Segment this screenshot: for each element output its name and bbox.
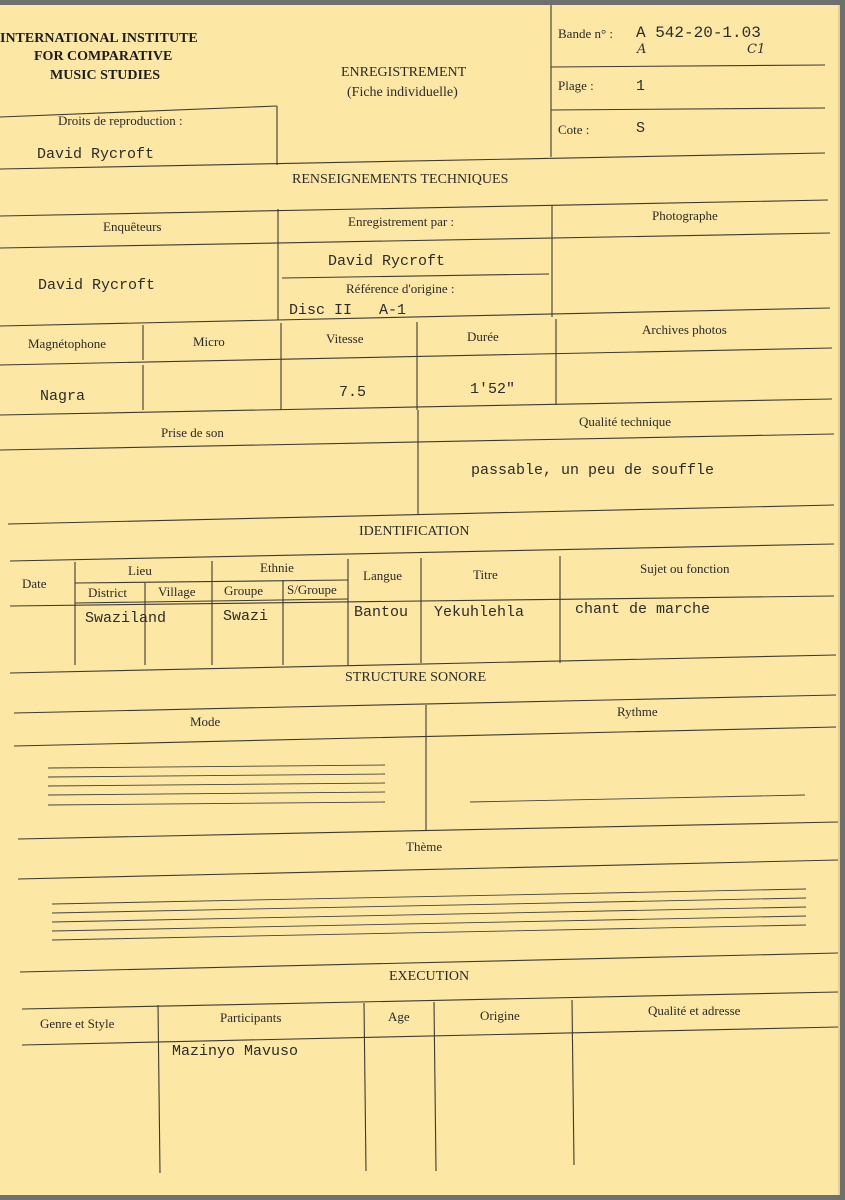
titre-value: Yekuhlehla [434, 604, 525, 621]
titre-label: Titre [473, 567, 498, 582]
form-title: ENREGISTREMENT [341, 65, 467, 80]
groupe-label: Groupe [224, 583, 263, 598]
section-title-identification: IDENTIFICATION [359, 524, 470, 539]
photographe-label: Photographe [652, 208, 718, 223]
institute-name-line-3: MUSIC STUDIES [50, 68, 161, 83]
rythme-label: Rythme [617, 704, 658, 719]
sujet-fonction-value: chant de marche [575, 601, 711, 618]
record-card [0, 5, 838, 1195]
sgroupe-label: S/Groupe [287, 582, 337, 597]
vitesse-label: Vitesse [326, 331, 364, 346]
bande-label: Bande n° : [558, 26, 614, 41]
archives-photos-label: Archives photos [642, 322, 727, 337]
enregistrement-label: Enregistrement par : [348, 214, 455, 229]
sujet-fonction-label: Sujet ou fonction [640, 561, 730, 576]
section-title-structure: STRUCTURE SONORE [345, 670, 487, 685]
duree-value: 1'52" [470, 381, 516, 398]
qualite-technique-value: passable, un peu de souffle [471, 462, 715, 479]
qualite-technique-label: Qualité technique [579, 414, 672, 429]
bande-handwritten-a: A [637, 42, 647, 57]
form-subtitle: (Fiche individuelle) [347, 85, 458, 100]
village-label: Village [158, 584, 196, 599]
prise-de-son-label: Prise de son [161, 425, 224, 440]
magnetophone-value: Nagra [40, 388, 86, 405]
bande-value: A 542-20-1.03 [636, 24, 761, 42]
origine-label: Origine [480, 1008, 520, 1023]
micro-label: Micro [193, 334, 225, 349]
section-title-execution: EXECUTION [389, 969, 470, 984]
participant-value: Mazinyo Mavuso [172, 1043, 299, 1060]
plage-label: Plage : [558, 78, 594, 93]
institute-name-line-2: FOR COMPARATIVE [34, 49, 173, 64]
mode-label: Mode [190, 714, 221, 729]
date-label: Date [22, 576, 47, 591]
droits-label: Droits de reproduction : [58, 113, 183, 128]
duree-label: Durée [467, 329, 499, 344]
reference-label: Référence d'origine : [346, 281, 455, 296]
droits-value: David Rycroft [37, 146, 155, 163]
magnetophone-label: Magnétophone [28, 336, 106, 351]
enqueteurs-label: Enquêteurs [103, 219, 162, 234]
section-title-technique: RENSEIGNEMENTS TECHNIQUES [292, 172, 509, 187]
langue-value: Bantou [354, 604, 409, 621]
enregistrement-value: David Rycroft [328, 253, 446, 270]
reference-value: Disc II A-1 [289, 302, 407, 319]
ethnie-label: Ethnie [260, 560, 294, 575]
vitesse-value: 7.5 [339, 384, 367, 401]
cote-value: S [636, 120, 646, 137]
district-label: District [88, 585, 127, 600]
cote-label: Cote : [558, 122, 590, 137]
bande-handwritten-c1: C1 [747, 42, 766, 57]
groupe-value: Swazi [223, 608, 269, 625]
qualite-adresse-label: Qualité et adresse [648, 1003, 741, 1018]
institute-name-line-1: INTERNATIONAL INSTITUTE [0, 31, 198, 46]
genre-style-label: Genre et Style [40, 1016, 115, 1031]
age-label: Age [388, 1009, 410, 1024]
participants-label: Participants [220, 1010, 282, 1025]
district-value: Swaziland [85, 610, 167, 627]
enqueteurs-value: David Rycroft [38, 277, 156, 294]
theme-label: Thème [406, 839, 443, 854]
plage-value: 1 [636, 78, 646, 95]
lieu-label: Lieu [128, 563, 152, 578]
langue-label: Langue [363, 568, 402, 583]
